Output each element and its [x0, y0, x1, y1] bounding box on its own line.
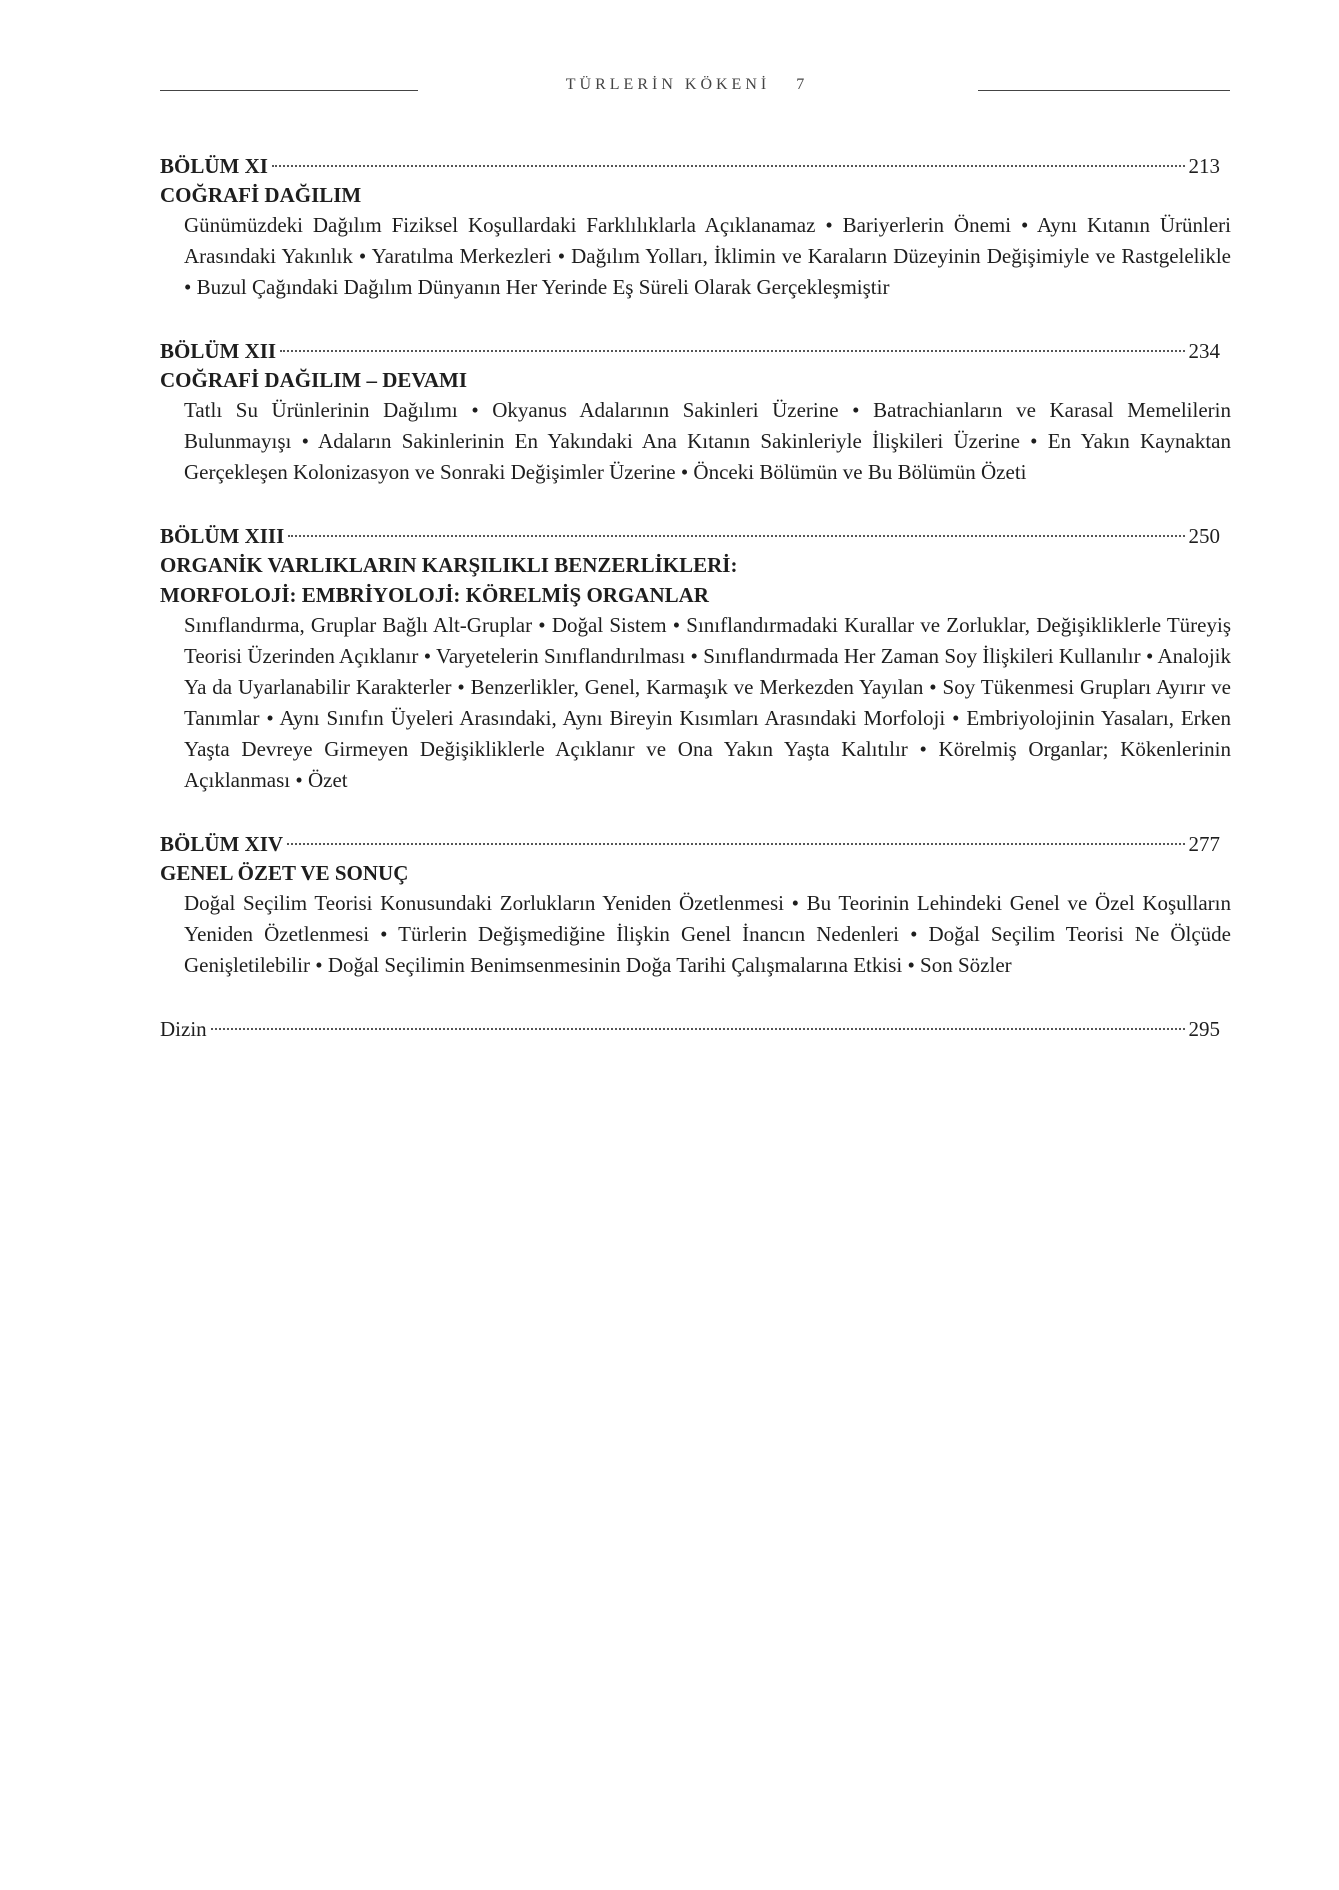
toc-entry-chapter-11: [160, 152, 1235, 303]
dot-leader: [280, 350, 1184, 352]
chapter-page-number: 277: [1188, 832, 1220, 856]
chapter-row[interactable]: [160, 522, 1220, 550]
dot-leader: [211, 1028, 1185, 1030]
chapter-title-line-2: MORFOLOJİ: EMBRİYOLOJİ: KÖRELMİŞ ORGANLAR: [160, 583, 709, 607]
chapter-summary: Sınıflandırma, Gruplar Bağlı Alt-Gruplar • Doğal Sistem • Sınıflandırmadaki Kurallar ve Zorluklar, Değişikliklerle Türeyiş Teorisi Üzerinden Açıklanır • Varyetelerin Sınıflandırılması • Sınıflandırmada Her Zaman Soy İlişkileri Kullanılır • Analojik Ya da Uyarlanabilir Karakterler • Benzerlikler, Genel, Karmaşık ve Merkezden Yayılan • Soy Tükenmesi Grupları Ayırır ve Tanımlar • Aynı Sınıfın Üyeleri Arasındaki, Aynı Bireyin Kısımları Arasındaki Morfoloji • Embriyolojinin Yasaları, Erken Yaşta Devreye Girmeyen Değişikliklerle Açıklanır ve Ona Yakın Yaşta Kalıtılır • Körelmiş Organlar; Kökenlerinin Açıklanması • Özet: [184, 613, 1231, 792]
chapter-title: GENEL ÖZET VE SONUÇ: [160, 861, 409, 885]
chapter-page-number: 213: [1188, 154, 1220, 178]
table-of-contents: [160, 152, 1235, 1077]
chapter-label: BÖLÜM XII: [160, 339, 277, 363]
chapter-title: COĞRAFİ DAĞILIM – DEVAMI: [160, 368, 468, 392]
index-label: Dizin: [160, 1017, 207, 1041]
header-title: [440, 76, 930, 94]
toc-entry-chapter-12: [160, 337, 1235, 488]
index-row[interactable]: [160, 1015, 1220, 1043]
book-title: TÜRLERİN KÖKENİ: [565, 76, 771, 93]
chapter-summary: Tatlı Su Ürünlerinin Dağılımı • Okyanus Adalarının Sakinleri Üzerine • Batrachianların ve Karasal Memelilerin Bulunmayışı • Adaların Sakinlerinin En Yakındaki Ana Kıtanın Sakinleriyle İlişkileri Üzerine • En Yakın Kaynaktan Gerçekleşen Kolonizasyon ve Sonraki Değişimler Üzerine • Önceki Bölümün ve Bu Bölümün Özeti: [184, 398, 1231, 484]
chapter-page-number: 234: [1188, 339, 1220, 363]
header-page-number: 7: [796, 76, 805, 93]
dot-leader: [272, 165, 1185, 167]
chapter-page-number: 250: [1188, 524, 1220, 548]
toc-entry-chapter-13: [160, 522, 1235, 796]
chapter-label: BÖLÜM XIV: [160, 832, 284, 856]
chapter-row[interactable]: [160, 337, 1220, 365]
chapter-label: BÖLÜM XI: [160, 154, 268, 178]
chapter-title-line-1: ORGANİK VARLIKLARIN KARŞILIKLI BENZERLİKLERİ:: [160, 553, 738, 577]
dot-leader: [288, 535, 1184, 537]
chapter-row[interactable]: [160, 152, 1220, 180]
running-header: [160, 76, 1230, 106]
chapter-summary: Doğal Seçilim Teorisi Konusundaki Zorlukların Yeniden Özetlenmesi • Bu Teorinin Lehindeki Genel ve Özel Koşulların Yeniden Özetlenmesi • Türlerin Değişmediğine İlişkin Genel İnancın Nedenleri • Doğal Seçilim Teorisi Ne Ölçüde Genişletilebilir • Doğal Seçilimin Benimsenmesinin Doğa Tarihi Çalışmalarına Etkisi • Son Sözler: [184, 891, 1231, 977]
toc-entry-index: [160, 1015, 1235, 1043]
index-page-number: 295: [1188, 1017, 1220, 1041]
chapter-label: BÖLÜM XIII: [160, 524, 285, 548]
chapter-summary: Günümüzdeki Dağılım Fiziksel Koşullardaki Farklılıklarla Açıklanamaz • Bariyerlerin Önemi • Aynı Kıtanın Ürünleri Arasındaki Yakınlık • Yaratılma Merkezleri • Dağılım Yolları, İklimin ve Karaların Düzeyinin Değişimiyle ve Rastgelelikle • Buzul Çağındaki Dağılım Dünyanın Her Yerinde Eş Süreli Olarak Gerçekleşmiştir: [184, 213, 1231, 299]
chapter-title: COĞRAFİ DAĞILIM: [160, 183, 362, 207]
chapter-row[interactable]: [160, 830, 1220, 858]
dot-leader: [287, 843, 1184, 845]
toc-entry-chapter-14: [160, 830, 1235, 981]
header-rule-right: [978, 90, 1230, 91]
header-rule-left: [160, 90, 418, 91]
